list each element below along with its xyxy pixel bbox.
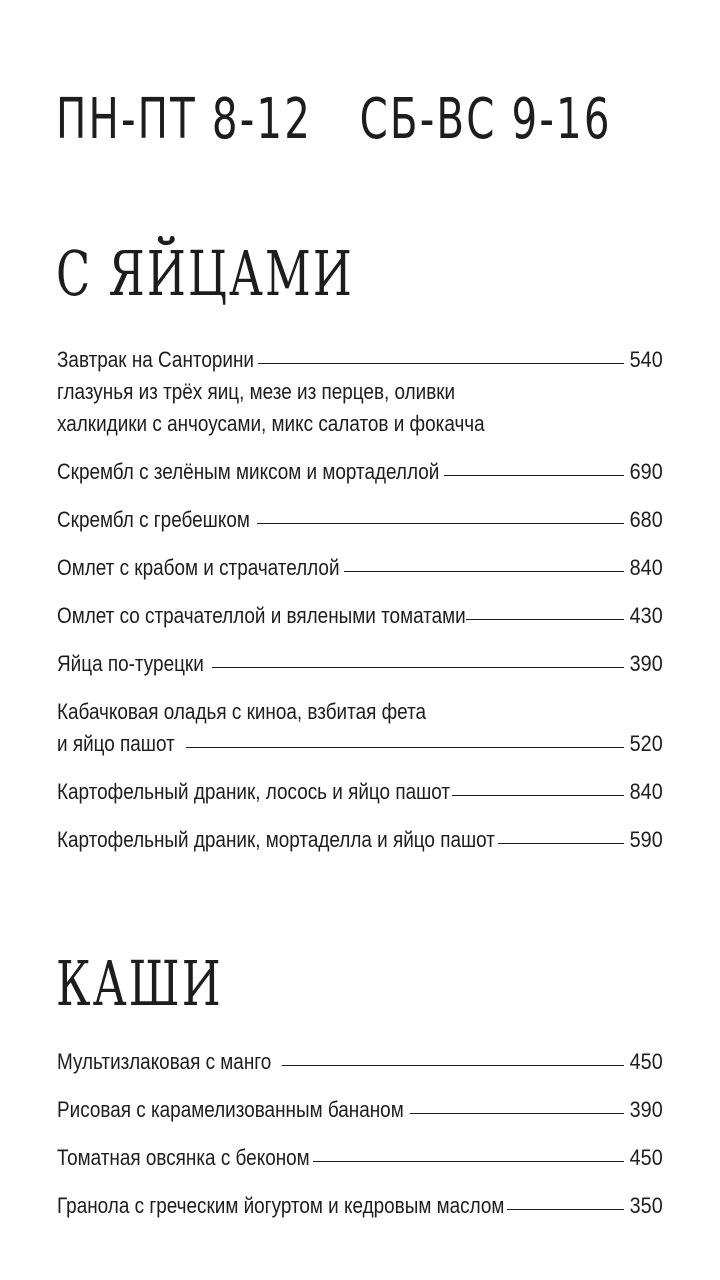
item-price: 350 [629, 1193, 663, 1218]
item-price: 840 [629, 555, 663, 580]
item-price: 450 [629, 1049, 663, 1074]
menu-item [57, 456, 663, 488]
dot-leader [258, 363, 624, 364]
item-price: 690 [629, 459, 663, 484]
menu-list-eggs [57, 344, 663, 856]
dot-leader [313, 1161, 624, 1162]
item-name: Яйца по-турецки [57, 651, 204, 676]
item-price: 430 [629, 603, 663, 628]
dot-leader [282, 1065, 624, 1066]
menu-item [57, 648, 663, 680]
hours-weekend: СБ-ВС 9-16 [359, 87, 612, 152]
item-name: Гранола с греческим йогуртом и кедровым маслом [57, 1193, 505, 1218]
item-name: Скрембл с гребешком [57, 507, 250, 532]
dot-leader [186, 747, 624, 748]
item-name: Омлет со страчателлой и вялеными томатами [57, 603, 466, 628]
item-price: 390 [629, 1097, 663, 1122]
item-price: 840 [629, 779, 663, 804]
dot-leader [507, 1209, 624, 1210]
item-price: 590 [629, 827, 663, 852]
menu-item [57, 776, 663, 808]
dot-leader [212, 667, 625, 668]
menu-item [57, 504, 663, 536]
item-description-line: глазунья из трёх яиц, мезе из перцев, оливки [57, 379, 456, 404]
item-price: 390 [629, 651, 663, 676]
menu-item [57, 1190, 663, 1222]
item-name: Мультизлаковая с манго [57, 1049, 272, 1074]
dot-leader [466, 619, 624, 620]
item-name-first-line: Кабачковая оладья с киноа, взбитая фета [57, 699, 427, 724]
menu-item [57, 1142, 663, 1174]
menu-item [57, 696, 663, 760]
dot-leader [257, 523, 624, 524]
dot-leader [498, 843, 624, 844]
dot-leader [444, 475, 625, 476]
item-price: 540 [629, 347, 663, 372]
item-name: Омлет с крабом и страчателлой [57, 555, 340, 580]
item-price: 520 [629, 731, 663, 756]
dot-leader [344, 571, 625, 572]
menu-item [57, 1046, 663, 1078]
item-description-line: халкидики с анчоусами, микс салатов и фокачча [57, 411, 485, 436]
menu-item [57, 1094, 663, 1126]
menu-item [57, 824, 663, 856]
menu-item [57, 344, 663, 440]
item-name: Скрембл с зелёным миксом и мортаделлой [57, 459, 440, 484]
opening-hours [56, 80, 612, 160]
section-title-porridge: КАШИ [56, 947, 223, 1020]
item-name: и яйцо пашот [57, 731, 175, 756]
item-name: Картофельный драник, мортаделла и яйцо пашот [57, 827, 495, 852]
hours-weekdays: ПН-ПТ 8-12 [56, 87, 313, 152]
item-name: Завтрак на Санторини [57, 347, 254, 372]
dot-leader [410, 1113, 624, 1114]
section-title-eggs: С ЯЙЦАМИ [56, 237, 354, 310]
menu-list-porridge [57, 1046, 663, 1222]
item-name: Картофельный драник, лосось и яйцо пашот [57, 779, 451, 804]
item-price: 680 [629, 507, 663, 532]
item-name: Томатная овсянка с беконом [57, 1145, 310, 1170]
menu-item [57, 600, 663, 632]
dot-leader [452, 795, 624, 796]
item-name: Рисовая с карамелизованным бананом [57, 1097, 404, 1122]
item-price: 450 [629, 1145, 663, 1170]
menu-item [57, 552, 663, 584]
